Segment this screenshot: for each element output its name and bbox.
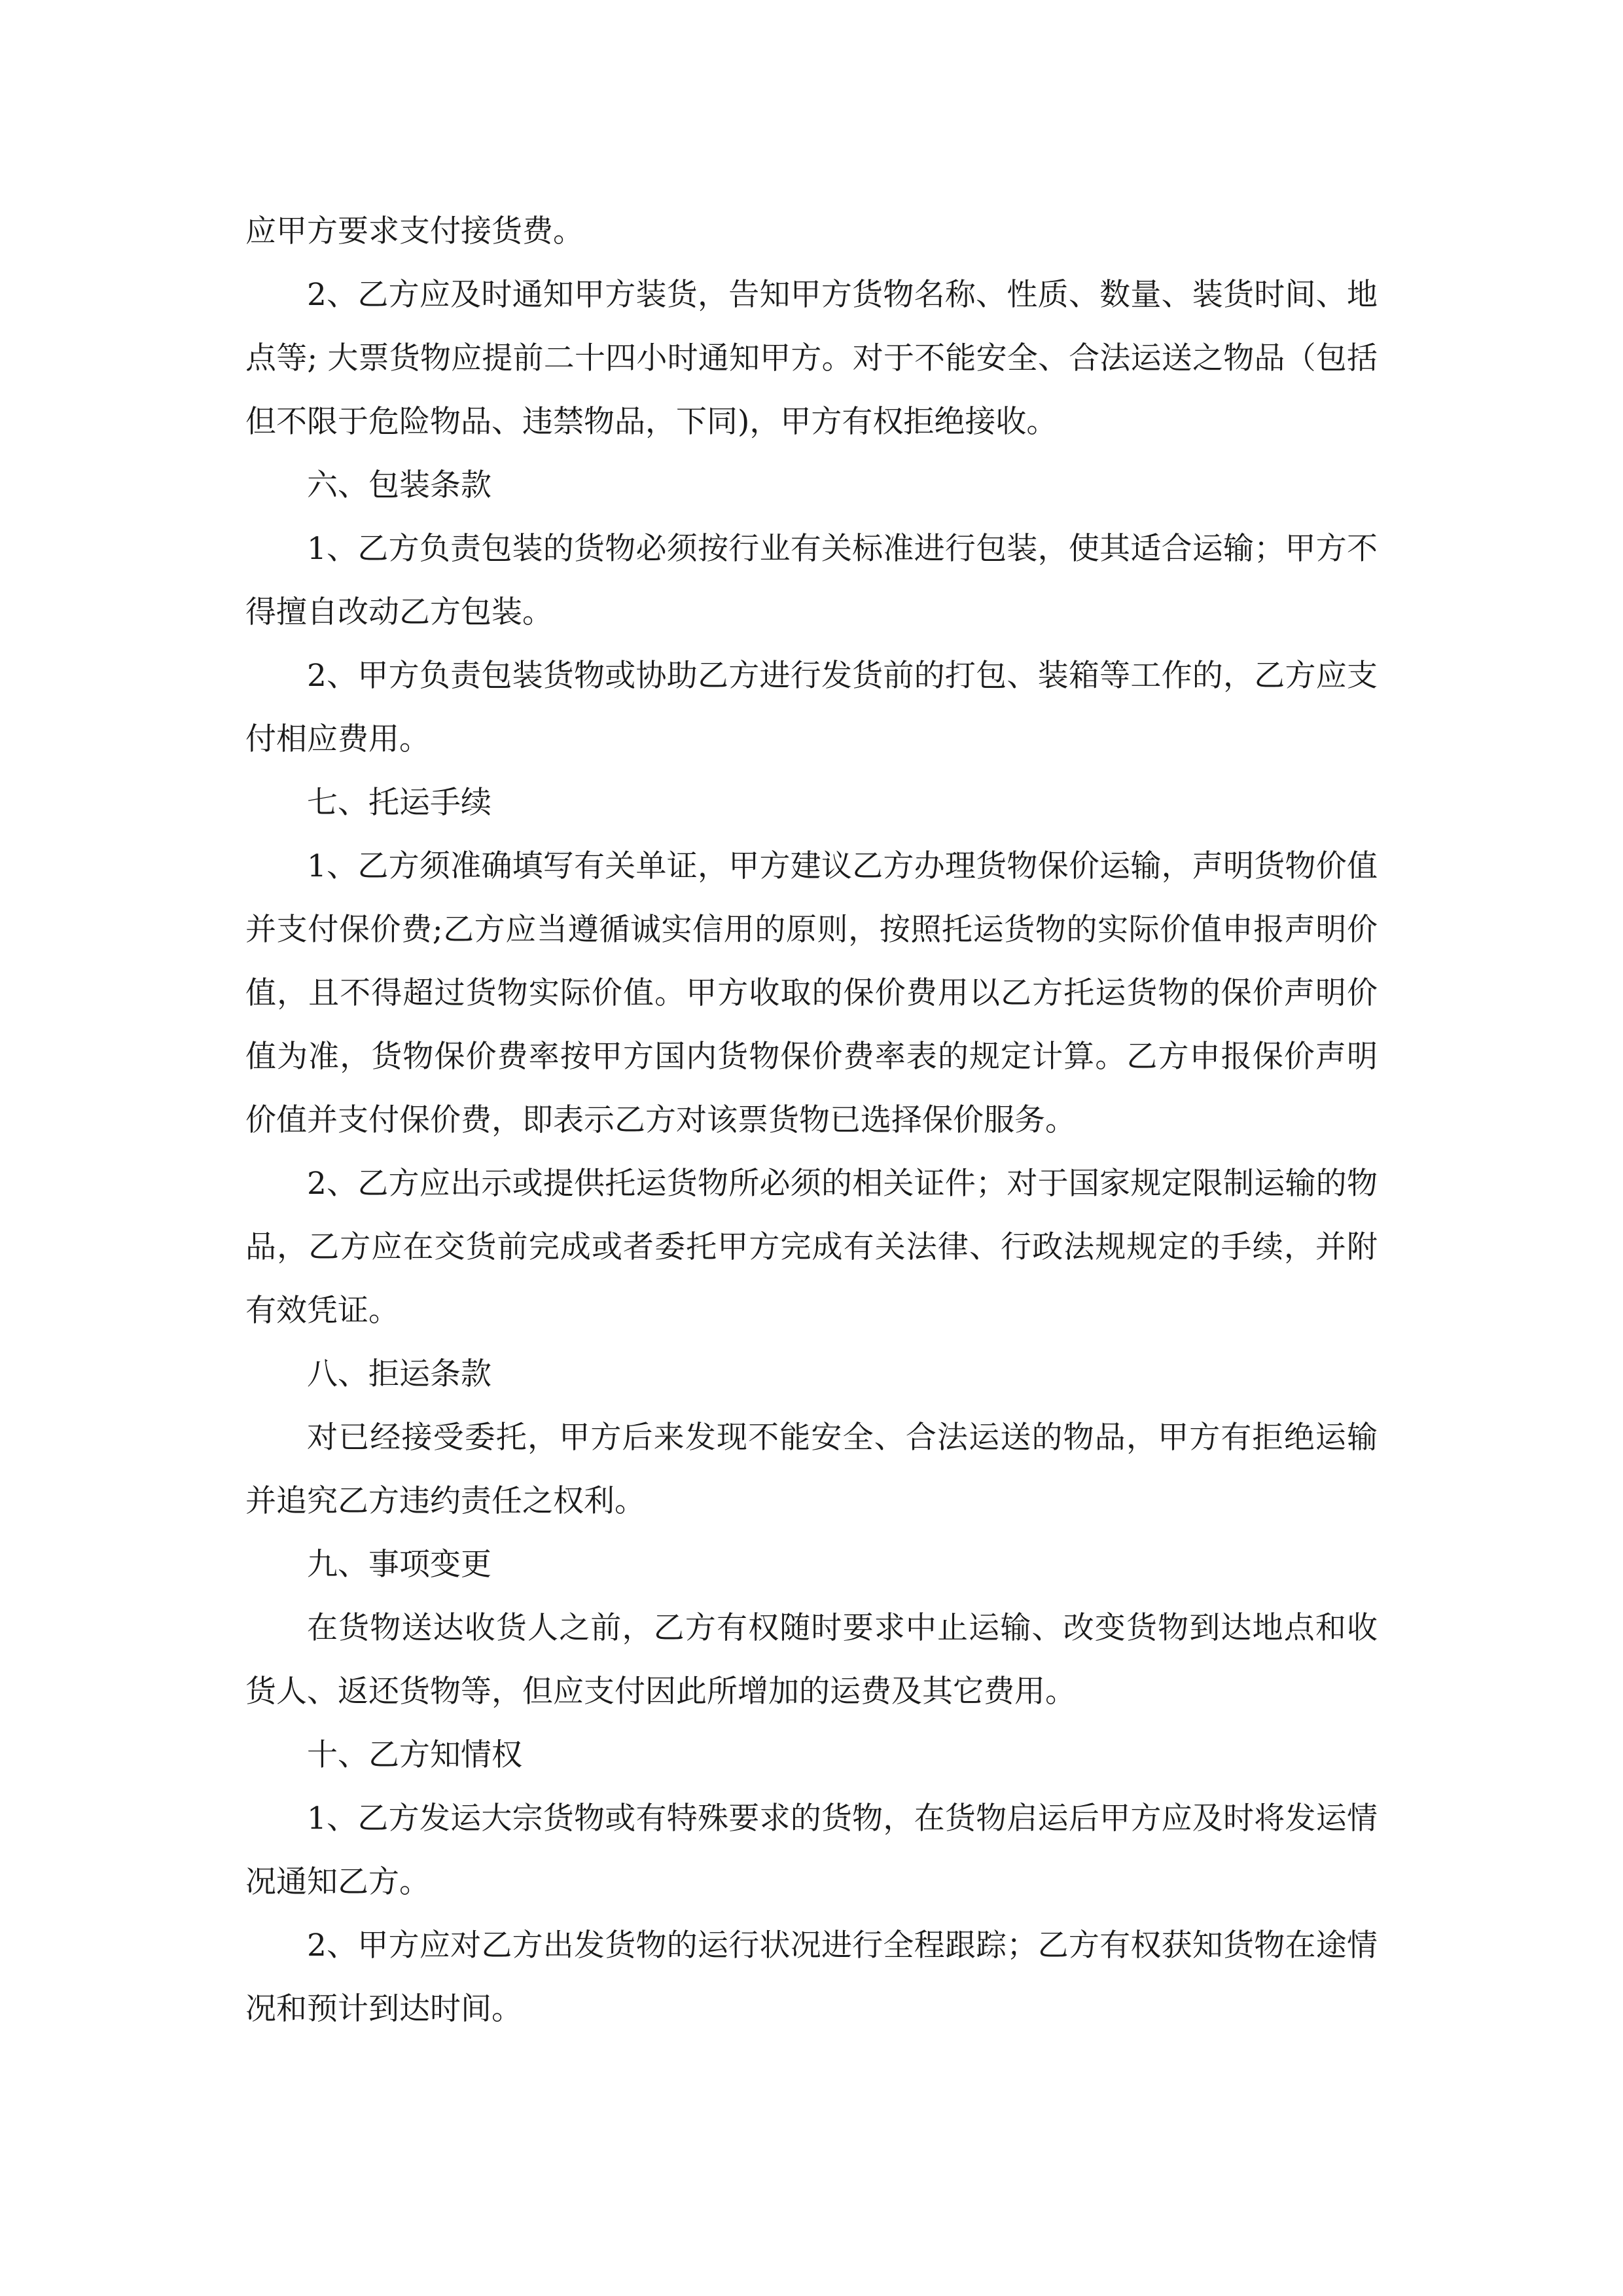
paragraph-clause: 2、乙方应及时通知甲方装货，告知甲方货物名称、性质、数量、装货时间、地点等; 大票货物应提前二十四小时通知甲方。对于不能安全、合法运送之物品（包括但不限于危险物品、违禁物品，下同)，甲方有权拒绝接收。: [245, 277, 1378, 440]
document-body: [245, 200, 1378, 2041]
section-heading-changes: 九、事项变更: [307, 1547, 491, 1583]
section-heading-right-to-know: 十、乙方知情权: [307, 1737, 522, 1773]
paragraph-clause: 2、甲方负责包装货物或协助乙方进行发货前的打包、装箱等工作的，乙方应支付相应费用。: [245, 658, 1378, 757]
paragraph-clause: 1、乙方负责包装的货物必须按行业有关标准进行包装，使其适合运输；甲方不得擅自改动乙方包装。: [245, 531, 1378, 630]
paragraph-clause: 2、乙方应出示或提供托运货物所必须的相关证件；对于国家规定限制运输的物品，乙方应在交货前完成或者委托甲方完成有关法律、行政法规规定的手续，并附有效凭证。: [245, 1166, 1378, 1329]
paragraph-clause: 对已经接受委托，甲方后来发现不能安全、合法运送的物品，甲方有拒绝运输并追究乙方违约责任之权利。: [245, 1420, 1378, 1519]
paragraph-clause: 1、乙方须准确填写有关单证，甲方建议乙方办理货物保价运输，声明货物价值并支付保价费;乙方应当遵循诚实信用的原则，按照托运货物的实际价值申报声明价值，且不得超过货物实际价值。甲方收取的保价费用以乙方托运货物的保价声明价值为准，货物保价费率按甲方国内货物保价费率表的规定计算。乙方申报保价声明价值并支付保价费，即表示乙方对该票货物已选择保价服务。: [245, 848, 1378, 1138]
paragraph-clause: 1、乙方发运大宗货物或有特殊要求的货物，在货物启运后甲方应及时将发运情况通知乙方。: [245, 1801, 1378, 1900]
section-heading-packaging: 六、包装条款: [307, 467, 491, 503]
paragraph-clause: 在货物送达收货人之前，乙方有权随时要求中止运输、改变货物到达地点和收货人、返还货物等，但应支付因此所增加的运费及其它费用。: [245, 1610, 1378, 1710]
paragraph-clause: 2、甲方应对乙方出发货物的运行状况进行全程跟踪；乙方有权获知货物在途情况和预计到达时间。: [245, 1928, 1378, 2027]
paragraph-continuation: 应甲方要求支付接货费。: [245, 213, 584, 249]
section-heading-consignment: 七、托运手续: [307, 785, 491, 821]
section-heading-refusal: 八、拒运条款: [307, 1356, 491, 1392]
